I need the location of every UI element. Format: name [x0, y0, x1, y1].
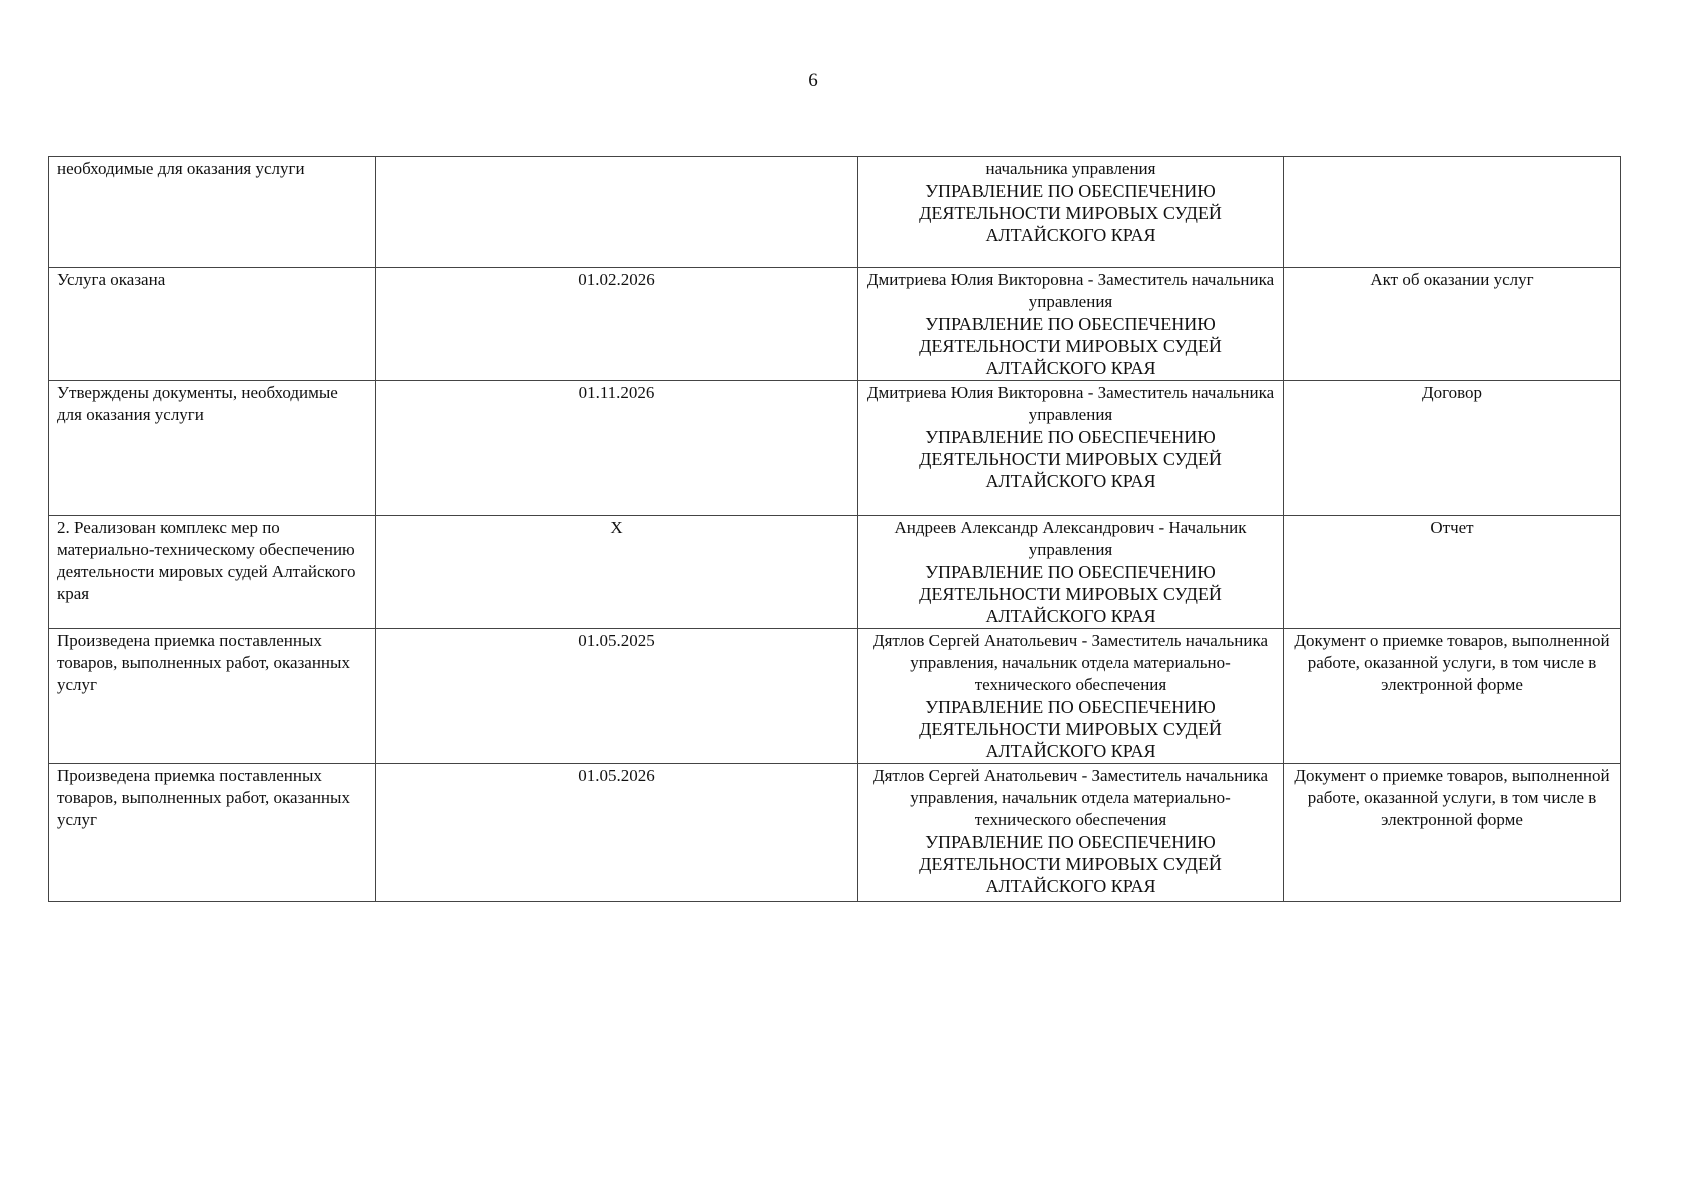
document-type: Отчет: [1284, 516, 1621, 629]
responsible-organization: УПРАВЛЕНИЕ ПО ОБЕСПЕЧЕНИЮ ДЕЯТЕЛЬНОСТИ МИРОВЫХ СУДЕЙ АЛТАЙСКОГО КРАЯ: [919, 697, 1222, 761]
table-row: [49, 381, 1621, 516]
responsible-person: начальника управления: [985, 159, 1156, 178]
document-type: Акт об оказании услуг: [1284, 268, 1621, 381]
table-row: [49, 764, 1621, 902]
document-type: Документ о приемке товаров, выполненной работе, оказанной услуги, в том числе в электронной форме: [1284, 764, 1621, 902]
control-point-name: необходимые для оказания услуги: [49, 157, 376, 268]
responsible-person: Андреев Александр Александрович - Начальник управления: [894, 518, 1247, 559]
responsible-cell: [858, 268, 1284, 381]
control-point-name: 2. Реализован комплекс мер по материально-техническому обеспечению деятельности мировых судей Алтайского края: [49, 516, 376, 629]
page-number: 6: [808, 70, 818, 91]
control-point-name: Произведена приемка поставленных товаров, выполненных работ, оказанных услуг: [49, 629, 376, 764]
responsible-person: Дмитриева Юлия Викторовна - Заместитель начальника управления: [866, 270, 1275, 311]
table-row: [49, 629, 1621, 764]
table-row: [49, 157, 1621, 268]
responsible-organization: УПРАВЛЕНИЕ ПО ОБЕСПЕЧЕНИЮ ДЕЯТЕЛЬНОСТИ МИРОВЫХ СУДЕЙ АЛТАЙСКОГО КРАЯ: [919, 314, 1222, 378]
control-points-table: [48, 156, 1621, 902]
control-point-date: 01.05.2025: [376, 629, 858, 764]
table-row: [49, 516, 1621, 629]
responsible-cell: [858, 516, 1284, 629]
document-type: [1284, 157, 1621, 268]
control-point-date: 01.02.2026: [376, 268, 858, 381]
responsible-organization: УПРАВЛЕНИЕ ПО ОБЕСПЕЧЕНИЮ ДЕЯТЕЛЬНОСТИ МИРОВЫХ СУДЕЙ АЛТАЙСКОГО КРАЯ: [919, 181, 1222, 245]
control-point-date: 01.05.2026: [376, 764, 858, 902]
control-point-date: X: [376, 516, 858, 629]
responsible-person: Дмитриева Юлия Викторовна - Заместитель начальника управления: [866, 383, 1275, 424]
control-point-name: Произведена приемка поставленных товаров, выполненных работ, оказанных услуг: [49, 764, 376, 902]
responsible-organization: УПРАВЛЕНИЕ ПО ОБЕСПЕЧЕНИЮ ДЕЯТЕЛЬНОСТИ МИРОВЫХ СУДЕЙ АЛТАЙСКОГО КРАЯ: [919, 832, 1222, 896]
table-row: [49, 268, 1621, 381]
control-point-name: Утверждены документы, необходимые для оказания услуги: [49, 381, 376, 516]
responsible-organization: УПРАВЛЕНИЕ ПО ОБЕСПЕЧЕНИЮ ДЕЯТЕЛЬНОСТИ МИРОВЫХ СУДЕЙ АЛТАЙСКОГО КРАЯ: [919, 427, 1222, 491]
responsible-cell: [858, 157, 1284, 268]
responsible-cell: [858, 381, 1284, 516]
control-point-name: Услуга оказана: [49, 268, 376, 381]
responsible-organization: УПРАВЛЕНИЕ ПО ОБЕСПЕЧЕНИЮ ДЕЯТЕЛЬНОСТИ МИРОВЫХ СУДЕЙ АЛТАЙСКОГО КРАЯ: [919, 562, 1222, 626]
responsible-cell: [858, 764, 1284, 902]
document-type: Договор: [1284, 381, 1621, 516]
responsible-person: Дятлов Сергей Анатольевич - Заместитель начальника управления, начальник отдела материально-технического обеспечения: [872, 766, 1268, 829]
responsible-cell: [858, 629, 1284, 764]
responsible-person: Дятлов Сергей Анатольевич - Заместитель начальника управления, начальник отдела материально-технического обеспечения: [872, 631, 1268, 694]
document-type: Документ о приемке товаров, выполненной работе, оказанной услуги, в том числе в электронной форме: [1284, 629, 1621, 764]
control-point-date: [376, 157, 858, 268]
control-point-date: 01.11.2026: [376, 381, 858, 516]
